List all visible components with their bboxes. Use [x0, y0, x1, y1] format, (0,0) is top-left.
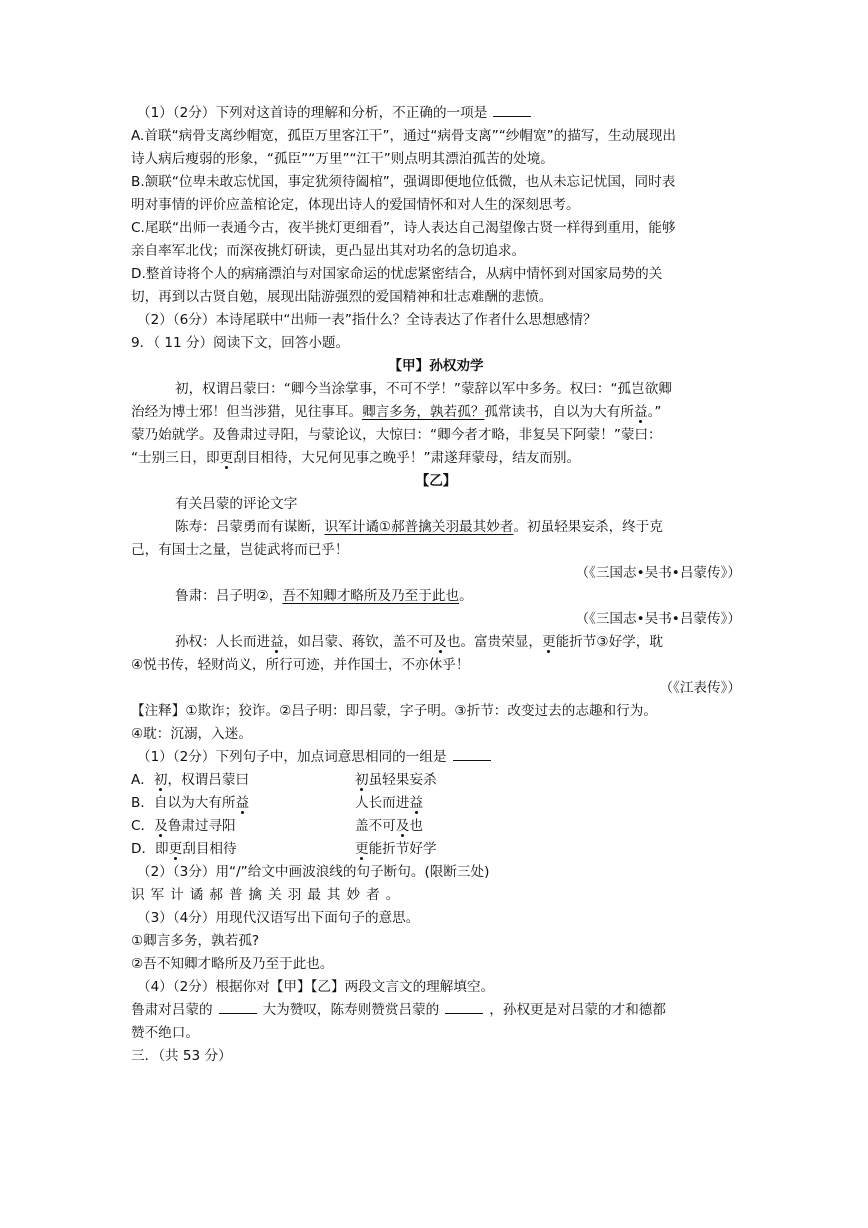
s1-option-b: [131, 792, 741, 815]
opt-text: C．: [131, 818, 155, 834]
yi-text: 陈寿：吕蒙勇而有谋断，: [175, 519, 325, 535]
q1-option-b-line2: 明对事情的评价应盖棺论定，体现出诗人的爱国情怀和对人生的深刻思考。: [131, 197, 580, 213]
opt-text: A．: [131, 772, 154, 788]
source-citation-1: （《三国志•吴书•吕蒙传》）: [575, 565, 741, 581]
notes-line1: 【注释】①欺诈；狡诈。②吕子明：即吕蒙，字子明。③折节：改变过去的志趣和行为。: [131, 703, 657, 719]
jia-text: 刮目相待，大兄何见事之晚乎！”肃遂拜蒙母，结友而别。: [233, 450, 581, 466]
yi-text: 孙权：人长而进: [175, 634, 271, 650]
s4-text: ，孙权更是对吕蒙的才和德都: [489, 1002, 666, 1018]
source-citation-2: （《三国志•吴书•吕蒙传》）: [575, 611, 741, 627]
wavy-underlined-sentence: 识军计谲①郝普擒关羽最其妙者: [324, 519, 514, 535]
passage-yi-title: 【乙】: [415, 473, 457, 489]
q1-option-d-line1: D.整首诗将个人的病痛漂泊与对国家命运的忧虑紧密结合，从病中情怀到对国家局势的关: [131, 266, 663, 282]
q1-option-c-line1: C.尾联“出师一表通今古，夜半挑灯更细看”，诗人表达自己渴望像古贤一样得到重用，能够: [131, 220, 676, 236]
dotted-word: 及: [395, 818, 410, 834]
dotted-word: 益: [409, 795, 423, 811]
opt-text: 人长而进: [355, 795, 410, 811]
q1-option-a-line1: A.首联“病骨支离纱帽宽，孤臣万里客江干”，通过“病骨支离”“纱帽宽”的描写，生动展现出: [131, 128, 677, 144]
s1-option-c-right: [355, 818, 423, 834]
jia-underlined-sentence: 卿言多务，孰若孤？: [362, 404, 485, 420]
q1-stem-text: （1）（2分）下列对这首诗的理解和分析，不正确的一项是: [137, 105, 488, 121]
s1-option-d: [131, 838, 741, 861]
opt-text: 刮目相待: [182, 841, 237, 857]
opt-text: D．即: [131, 841, 169, 857]
q1-option-a-line2: 诗人病后瘦弱的形象，“孤臣”“万里”“江干”则点明其漂泊孤苦的处境。: [131, 151, 554, 167]
answer-blank: [453, 746, 491, 761]
q1-stem: [131, 102, 741, 125]
q1-option-d-line2: 切，再到以古贤自勉，展现出陆游强烈的爱国精神和壮志难酬的悲愤。: [131, 289, 553, 305]
s4-text: 鲁肃对吕蒙的: [131, 1002, 213, 1018]
s1-option-b-right: [355, 795, 423, 811]
yi-text: ，如吕蒙、蒋钦，盖不可: [283, 634, 434, 650]
passage-yi-heading: 有关吕蒙的评论文字: [175, 496, 298, 512]
s4-stem: （4）（2分）根据你对【甲】【乙】两段文言文的理解填空。: [137, 979, 495, 995]
q2-stem: （2）（6分）本诗尾联中“出师一表”指什么？全诗表达了作者什么思想感情？: [137, 312, 597, 328]
s1-option-d-left: [131, 838, 355, 861]
dotted-word: 更: [542, 634, 556, 650]
exam-page: [131, 102, 741, 1068]
yi-text: 也。富贵荣显，: [446, 634, 543, 650]
jia-text: 孤常读书，自以为大有所: [484, 404, 634, 420]
source-citation-3: （《江表传》）: [659, 680, 741, 696]
s1-stem-text: （1）（2分）下列句子中，加点词意思相同的一组是: [137, 749, 447, 765]
q1-option-c-line2: 亲自率军北伐；而深夜挑灯研读，更凸显出其对功名的急切追求。: [131, 243, 526, 259]
dotted-word: 初: [355, 772, 369, 788]
dotted-word: 初: [153, 772, 168, 788]
notes-line2: ④耽：沉溺，入迷。: [131, 726, 252, 742]
passage-jia-line4: [131, 447, 741, 470]
opt-text: 虽轻果妄杀: [368, 772, 437, 788]
jia-text: 。”: [647, 404, 662, 420]
answer-blank: [219, 999, 257, 1014]
s1-option-c-left: [131, 815, 355, 838]
opt-text: 能折节好学: [368, 841, 437, 857]
s1-option-a: [131, 769, 741, 792]
dotted-word: 益: [235, 795, 250, 811]
passage-jia-title: 【甲】孙权劝学: [388, 358, 484, 374]
sun-quan-line2: ④悦书传，轻财尚义，所行可迹，并作国士，不亦休乎！: [131, 657, 470, 673]
sun-quan-line1: [131, 631, 741, 654]
passage-jia-line2: [131, 401, 741, 424]
chen-shou-line1: [131, 516, 741, 539]
underlined-sentence: 吾不知卿才略所及乃至于此也: [282, 588, 460, 604]
s1-option-d-right: [355, 841, 437, 857]
q9-stem: 9．（ 11 分）阅读下文，回答小题。: [131, 335, 350, 351]
jia-text: 治经为博士邪！但当涉猎，见往事耳。: [131, 404, 363, 420]
q1-option-b-line1: B.颔联“位卑未敢忘忧国，事定犹须待阖棺”，强调即便地位低微，也从未忘记忧国，同时表: [131, 174, 676, 190]
opt-text: B．自以为大有所: [131, 795, 236, 811]
yi-text: 。: [459, 588, 473, 604]
dotted-word: 更: [168, 841, 183, 857]
passage-jia-line1: 初，权谓吕蒙曰：“卿今当涂掌事，不可不学！”蒙辞以军中多务。权曰：“孤岂欲卿: [175, 381, 672, 397]
dotted-word: 益: [633, 404, 648, 420]
chen-shou-line2: 己，有国士之量，岂徒武将而已乎！: [131, 542, 349, 558]
dotted-word: 及: [433, 634, 447, 650]
dotted-word: 及: [154, 818, 168, 834]
answer-blank: [445, 999, 483, 1014]
dotted-word: 益: [270, 634, 284, 650]
s1-option-a-right: [355, 772, 437, 788]
yi-text: 鲁肃：吕子明②，: [175, 588, 283, 604]
s1-stem: [131, 746, 741, 769]
s1-option-c: [131, 815, 741, 838]
answer-blank: [493, 102, 531, 117]
s4-line1: [131, 999, 741, 1022]
lu-su-line: [131, 585, 741, 608]
s2-sentence: 识军计谲郝普擒关羽最其妙者。: [131, 887, 406, 903]
opt-text: 盖不可: [355, 818, 396, 834]
s1-option-b-left: [131, 792, 355, 815]
opt-text: 鲁肃过寻阳: [167, 818, 236, 834]
s4-text: 大为赞叹，陈寿则赞赏吕蒙的: [262, 1002, 440, 1018]
jia-text: “士别三日，即: [131, 450, 220, 466]
yi-text: 能折节③好学，耽: [555, 634, 663, 650]
opt-text: 也: [409, 818, 423, 834]
dotted-word: 更: [219, 450, 234, 466]
section-three-heading: 三．（共 53 分）: [131, 1048, 232, 1064]
dotted-word: 更: [355, 841, 369, 857]
passage-jia-line3: 蒙乃始就学。及鲁肃过寻阳，与蒙论议，大惊曰：“卿今者才略，非复吴下阿蒙！”蒙曰：: [131, 427, 662, 443]
s1-option-a-left: [131, 769, 355, 792]
yi-text: 。初虽轻果妄杀，终于克: [513, 519, 663, 535]
s2-stem: （2）（3分）用“/”给文中画波浪线的句子断句。(限断三处): [137, 864, 490, 880]
s4-line2: 赞不绝口。: [131, 1025, 199, 1041]
s3-stem: （3）（4分）用现代汉语写出下面句子的意思。: [137, 910, 420, 926]
s3-item1: ①卿言多务，孰若孤?: [131, 933, 260, 949]
s3-item2: ②吾不知卿才略所及乃至于此也。: [131, 956, 334, 972]
opt-text: ，权谓吕蒙曰: [167, 772, 250, 788]
